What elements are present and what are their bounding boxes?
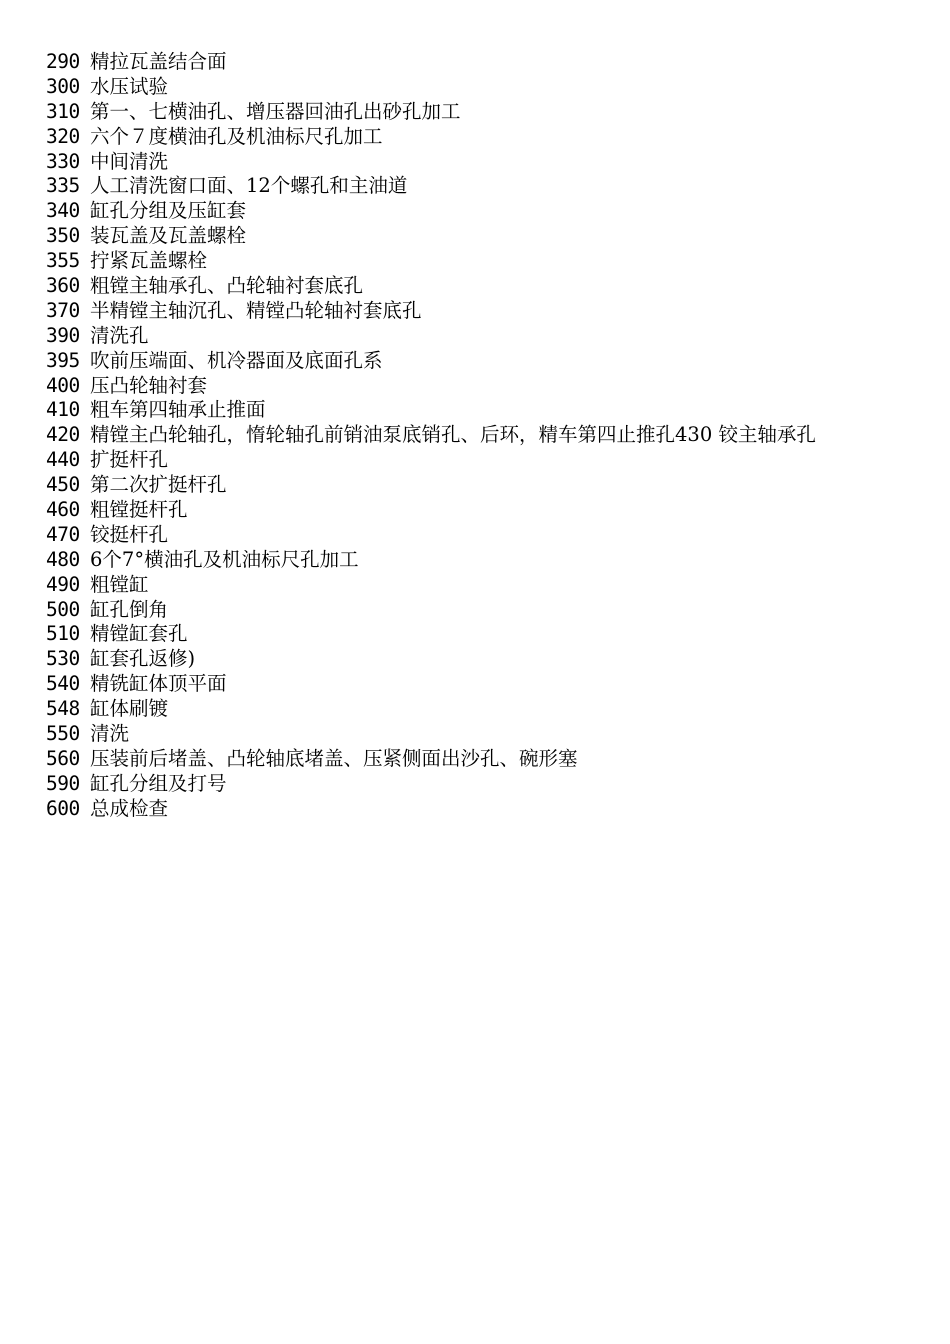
process-step — [46, 772, 926, 797]
step-description: 拧紧瓦盖螺栓 — [90, 249, 208, 273]
process-step — [46, 423, 926, 448]
step-number: 320 — [46, 124, 80, 148]
step-number: 395 — [46, 348, 80, 372]
step-number: 540 — [46, 672, 80, 696]
process-step — [46, 473, 926, 498]
step-number: 490 — [46, 572, 80, 596]
step-description: 压装前后堵盖、凸轮轴底堵盖、压紧侧面出沙孔、碗形塞 — [90, 746, 578, 770]
step-number: 330 — [46, 149, 80, 173]
process-step — [46, 374, 926, 399]
process-step — [46, 647, 926, 672]
step-description: 缸孔倒角 — [90, 597, 169, 621]
step-number: 548 — [46, 697, 80, 721]
step-description: 水压试验 — [90, 74, 169, 98]
process-step — [46, 199, 926, 224]
step-description: 精镗主凸轮轴孔，惰轮轴孔前销油泵底销孔、后环，精车第四止推孔430 铰主轴承孔 — [90, 423, 816, 447]
step-number: 340 — [46, 199, 80, 223]
step-number: 600 — [46, 796, 80, 820]
step-description: 第二次扩挺杆孔 — [90, 473, 227, 497]
step-description: 精拉瓦盖结合面 — [90, 50, 227, 73]
step-description: 缸孔分组及压缸套 — [90, 199, 247, 223]
step-description: 装瓦盖及瓦盖螺栓 — [90, 224, 247, 248]
step-number: 410 — [46, 398, 80, 422]
step-number: 290 — [46, 50, 80, 73]
step-description: 粗镗主轴承孔、凸轮轴衬套底孔 — [90, 274, 364, 298]
step-description: 压凸轮轴衬套 — [90, 373, 208, 397]
step-number: 300 — [46, 74, 80, 98]
process-step — [46, 523, 926, 548]
process-step — [46, 672, 926, 697]
step-description: 铰挺杆孔 — [90, 522, 169, 546]
step-description: 六个７度横油孔及机油标尺孔加工 — [90, 124, 383, 148]
step-description: 缸套孔返修) — [90, 647, 196, 671]
process-step — [46, 50, 926, 75]
step-number: 470 — [46, 522, 80, 546]
process-step — [46, 398, 926, 423]
step-description: 扩挺杆孔 — [90, 448, 169, 472]
process-step — [46, 174, 926, 199]
step-description: 粗镗挺杆孔 — [90, 498, 188, 522]
step-description: 6个7°横油孔及机油标尺孔加工 — [90, 547, 359, 571]
step-number: 360 — [46, 274, 80, 298]
step-description: 半精镗主轴沉孔、精镗凸轮轴衬套底孔 — [90, 298, 422, 322]
step-description: 粗车第四轴承止推面 — [90, 398, 266, 422]
step-number: 310 — [46, 99, 80, 123]
step-number: 550 — [46, 722, 80, 746]
step-number: 390 — [46, 323, 80, 347]
step-number: 480 — [46, 547, 80, 571]
step-number: 400 — [46, 373, 80, 397]
step-number: 500 — [46, 597, 80, 621]
step-number: 510 — [46, 622, 80, 646]
process-step — [46, 797, 926, 822]
process-step — [46, 299, 926, 324]
process-step — [46, 722, 926, 747]
step-description: 精铣缸体顶平面 — [90, 672, 227, 696]
step-description: 总成检查 — [90, 796, 169, 820]
step-description: 缸体刷镀 — [90, 697, 169, 721]
step-description: 粗镗缸 — [90, 572, 149, 596]
step-description: 清洗孔 — [90, 323, 149, 347]
step-description: 吹前压端面、机冷器面及底面孔系 — [90, 348, 383, 372]
step-number: 440 — [46, 448, 80, 472]
process-step — [46, 548, 926, 573]
process-step — [46, 125, 926, 150]
step-description: 精镗缸套孔 — [90, 622, 188, 646]
step-number: 420 — [46, 423, 80, 447]
process-step — [46, 100, 926, 125]
step-description: 中间清洗 — [90, 149, 169, 173]
process-step — [46, 150, 926, 175]
step-number: 335 — [46, 174, 80, 198]
step-number: 530 — [46, 647, 80, 671]
step-number: 460 — [46, 498, 80, 522]
process-step — [46, 75, 926, 100]
step-number: 355 — [46, 249, 80, 273]
process-step — [46, 622, 926, 647]
process-step — [46, 448, 926, 473]
step-number: 370 — [46, 298, 80, 322]
process-step — [46, 274, 926, 299]
process-step — [46, 697, 926, 722]
step-description: 人工清洗窗口面、12个螺孔和主油道 — [90, 174, 408, 198]
process-step — [46, 349, 926, 374]
step-description: 第一、七横油孔、增压器回油孔出砂孔加工 — [90, 99, 461, 123]
step-number: 590 — [46, 771, 80, 795]
step-number: 450 — [46, 473, 80, 497]
process-step — [46, 324, 926, 349]
process-step — [46, 747, 926, 772]
process-step — [46, 224, 926, 249]
process-step — [46, 598, 926, 623]
process-step-list — [46, 50, 926, 822]
process-step — [46, 249, 926, 274]
step-description: 清洗 — [90, 722, 130, 746]
process-step — [46, 573, 926, 598]
step-number: 350 — [46, 224, 80, 248]
process-step — [46, 498, 926, 523]
step-number: 560 — [46, 746, 80, 770]
step-description: 缸孔分组及打号 — [90, 771, 227, 795]
